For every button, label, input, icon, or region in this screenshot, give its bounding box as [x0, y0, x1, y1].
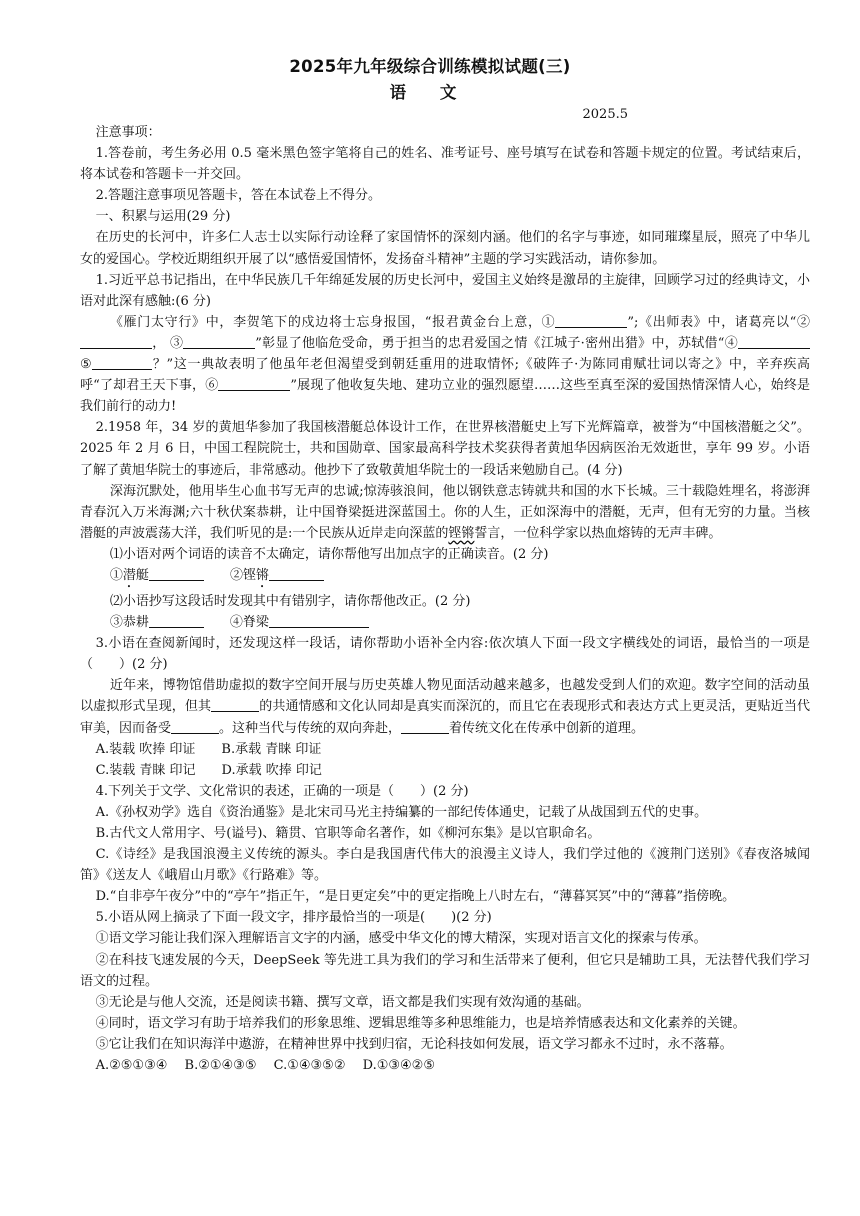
q2-stem: 2.1958 年，34 岁的黄旭华参加了我国核潜艇总体设计工作，在世界核潜艇史上写下光辉篇章，被誉为“中国核潜艇之父”。2025 年 2 月 6 日，中国工程院院士，共和国勋章、国家最高科学技术奖获得者黄旭华因病医治无效逝世，享年 99 岁。小语了解了黄旭华院士的事迹后，非常感动。他抄下了致敬黄旭华院士的一段话来勉励自己。(4 分) [80, 420, 810, 478]
q3-text-b: 的共通情感和文化认同却是真实而深沉的，而且它在表现形式和表达方式上更灵活，更贴近当代审美，因而备受 [80, 699, 810, 736]
q2-passage-marked: 铿锵 [448, 525, 475, 541]
answer-blank-2[interactable] [80, 334, 152, 349]
answer-blank-correct-2[interactable] [269, 613, 369, 628]
dotted-char: 锵 [255, 567, 269, 583]
item-text: ④脊梁 [229, 615, 269, 631]
exam-date: 2025.5 [582, 107, 628, 122]
q3-options-row1 [80, 739, 810, 760]
q2-sub1: ⑴小语对两个词语的读音不太确定，请你帮他写出加点字的正确读音。(2 分) [109, 546, 549, 562]
q2-sub2: ⑵小语抄写这段话时发现其中有错别字，请你帮他改正。(2 分) [109, 593, 471, 609]
q3-passage [80, 675, 810, 738]
answer-blank-3[interactable] [183, 334, 255, 349]
answer-blank-5[interactable] [92, 355, 152, 370]
q3-option-a[interactable]: A.装载 吹捧 印证 [95, 741, 196, 757]
q5-sentence-2: ②在科技飞速发展的今天，DeepSeek 等先进工具为我们的学习和生活带来了便利，但它只是辅助工具，无法替代我们学习语文的过程。 [80, 952, 810, 989]
item-text: ③恭耕 [109, 615, 149, 631]
q1-stem: 1.习近平总书记指出，在中华民族几千年绵延发展的历史长河中，爱国主义始终是激昂的主旋律，回顾学习过的经典诗文，小语对此深有感触:(6 分) [80, 272, 810, 309]
q1-text-c: ， ③ [152, 335, 184, 351]
q3-option-c[interactable]: C.装载 青睐 印记 [95, 762, 196, 778]
answer-blank-1[interactable] [555, 313, 627, 328]
dotted-char: 潜 [122, 567, 136, 583]
q4-option-a[interactable]: A.《孙权劝学》选自《资治通鉴》是北宋司马光主持编纂的一部纪传体通史，记载了从战国到五代的史事。 [95, 804, 708, 820]
q3-stem: 3.小语在查阅新闻时，还发现这样一段话，请你帮助小语补全内容:依次填人下面一段文字横线处的词语，最恰当的一项是（ ）(2 分) [80, 636, 810, 673]
q3-text-a: 近年来，博物馆借助虚拟的数字空间开展与历史英雄人物见面活动越来越多，也越发受到人们的欢迎。数字空间的活动虽以虚拟形式呈现，但其 [80, 678, 810, 715]
q2-passage-c: 誓言，一位科学家以热血熔铸的无声丰碑。 [474, 525, 722, 541]
q3-options-row2 [80, 760, 810, 781]
answer-blank-4[interactable] [738, 334, 810, 349]
exam-title: 2025年九年级综合训练模拟试题(三) [289, 57, 571, 76]
answer-blank-pinyin-2[interactable] [269, 566, 324, 581]
notes-heading: 注意事项： [95, 125, 161, 140]
q1-passage [80, 312, 810, 417]
q1-text-b: ”;《出师表》中，诸葛亮以“② [627, 314, 810, 330]
answer-blank-q3-2[interactable] [171, 719, 219, 734]
q3-text-c: 。这种当代与传统的双向奔赴， [219, 720, 402, 736]
answer-blank-6[interactable] [218, 376, 290, 391]
q2-passage [80, 481, 810, 544]
q4-option-b[interactable]: B.古代文人常用字、号(谥号)、籍贯、官职等命名著作，如《柳河东集》是以官职命名。 [95, 826, 601, 841]
note-1: 1.答卷前，考生务必用 0.5 毫米黑色签字笔将自己的姓名、准考证号、座号填写在试卷和答题卡规定的位置。考试结束后，将本试卷和答题卡一并交回。 [80, 146, 810, 183]
q5-sentence-3: ③无论是与他人交流，还是阅读书籍、撰写文章，语文都是我们实现有效沟通的基础。 [95, 994, 590, 1010]
answer-blank-q3-1[interactable] [211, 697, 259, 712]
answer-blank-pinyin-1[interactable] [149, 566, 204, 581]
q5-stem: 5.小语从网上摘录了下面一段文字，排序最恰当的一项是( )(2 分) [95, 910, 492, 926]
q2-sub2-items [80, 612, 810, 633]
q5-sentence-1: ①语文学习能让我们深入理解语言文字的内涵，感受中华文化的博大精深，实现对语言文化的探索与传承。 [95, 931, 707, 947]
answer-blank-q3-3[interactable] [401, 719, 449, 734]
item-text: ②铿 [229, 567, 256, 583]
item-text: 艇 [135, 567, 149, 583]
q3-option-b[interactable]: B.承载 青睐 印证 [221, 741, 322, 757]
q1-text-g: ”展现了他收复失地、建功立业的强烈愿望……这些至真至深的爱国热情深情人心，始终是我们前行的动力! [80, 378, 810, 415]
subject-title: 语 文 [389, 83, 471, 102]
q5-sentence-4: ④同时，语文学习有助于培养我们的形象思维、逻辑思维等多种思维能力，也是培养情感表达和文化素养的关键。 [95, 1015, 746, 1031]
q3-option-d[interactable]: D.承载 吹捧 印记 [221, 762, 322, 778]
q4-stem: 4.下列关于文学、文化常识的表述，正确的一项是（ ）(2 分) [95, 783, 469, 799]
q4-option-c[interactable]: C.《诗经》是我国浪漫主义传统的源头。李白是我国唐代伟大的浪漫主义诗人，我们学过他的《渡荆门送别》《春夜洛城闻笛》《送友人《峨眉山月歌》《行路难》等。 [80, 847, 810, 884]
note-2: 2.答题注意事项见答题卡，答在本试卷上不得分。 [95, 188, 381, 204]
q1-text-d: ”彰显了他临危受命，勇于担当的忠君爱国之情《江城子·密州出猎》中，苏轼借“④ [255, 335, 738, 351]
q2-passage-a: 深海沉默处，他用毕生心血书写无声的忠诚;惊涛骇浪间，他以钢铁意志铸就共和国的水下长城。三十载隐姓埋名，将澎湃青春沉入万米海渊;六十秋伏案恭耕，让中国脊梁挺进深蓝国土。你的人生，正如深海中的潜艇，无声，但有无穷的力量。当核潜艇的声波震荡大洋，我们听见的是:一个民族从近岸走向深蓝的 [80, 483, 810, 541]
item-number: ① [109, 567, 123, 583]
q1-text-f: ？”这一典故表明了他虽年老但渴望受到朝廷重用的进取情怀;《破阵子·为陈同甫赋壮词以寄之》中，辛弃疾高呼“了却君王天下事，⑥ [80, 357, 810, 394]
q5-sentence-5: ⑤它让我们在知识海洋中遨游，在精神世界中找到归宿，无论科技如何发展，语文学习都永不过时，永不落幕。 [95, 1036, 733, 1052]
q1-text-a: 《雁门太守行》中，李贺笔下的戍边将士忘身报国，“报君黄金台上意，① [109, 314, 556, 330]
answer-blank-correct-1[interactable] [149, 613, 204, 628]
section-intro: 在历史的长河中，许多仁人志士以实际行动诠释了家国情怀的深刻内涵。他们的名字与事迹，如同璀璨星辰，照亮了中华儿女的爱国心。学校近期组织开展了以“感悟爱国情怀，发扬奋斗精神”主题的学习实践活动，请你参加。 [80, 230, 810, 267]
q1-text-e: ⑤ [80, 357, 93, 373]
q3-text-d: 着传统文化在传承中创新的道理。 [449, 720, 645, 736]
q5-options[interactable]: A.②⑤①③④ B.②①④③⑤ C.①④③⑤② D.①③④②⑤ [95, 1058, 435, 1074]
exam-content [80, 122, 810, 1076]
section-heading: 一、积累与运用(29 分) [95, 209, 231, 225]
q4-option-d[interactable]: D.“自非亭午夜分”中的“亭午”指正午，“是日更定矣”中的更定指晚上八时左右，“薄暮冥冥”中的“薄暮”指傍晚。 [95, 889, 736, 905]
q2-sub1-items [80, 565, 810, 591]
